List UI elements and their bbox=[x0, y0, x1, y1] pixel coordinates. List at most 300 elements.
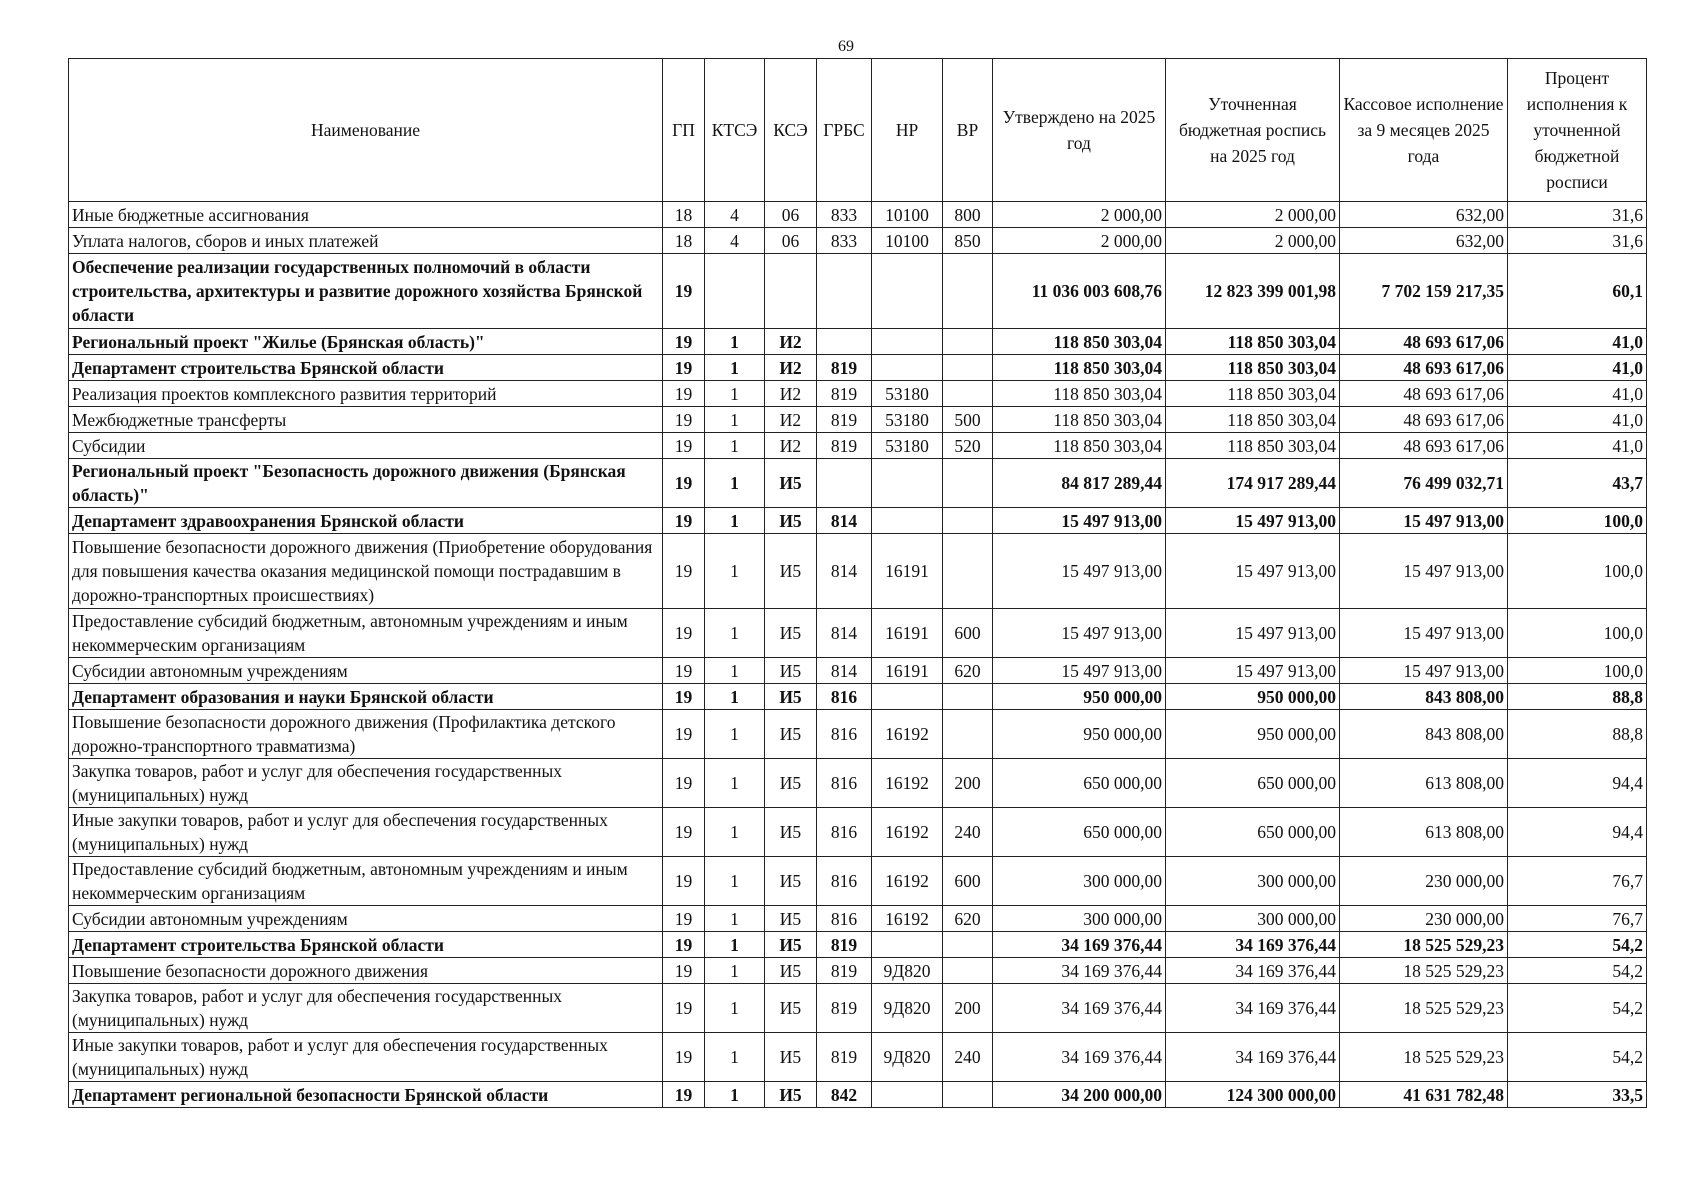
cell-name: Предоставление субсидий бюджетным, автономным учреждениям и иным некоммерческим организациям bbox=[69, 857, 663, 906]
cell-refined: 15 497 913,00 bbox=[1166, 658, 1340, 684]
cell-name: Субсидии автономным учреждениям bbox=[69, 658, 663, 684]
cell-vr bbox=[943, 355, 993, 381]
cell-percent: 43,7 bbox=[1508, 459, 1647, 508]
cell-approved: 950 000,00 bbox=[993, 710, 1166, 759]
cell-nr: 9Д820 bbox=[872, 958, 943, 984]
cell-ktse: 1 bbox=[705, 1033, 765, 1082]
table-row bbox=[69, 459, 1647, 508]
cell-cash: 632,00 bbox=[1340, 202, 1508, 228]
cell-name: Субсидии автономным учреждениям bbox=[69, 906, 663, 932]
cell-name: Повышение безопасности дорожного движения (Профилактика детского дорожно-транспортного травматизма) bbox=[69, 710, 663, 759]
cell-nr: 53180 bbox=[872, 407, 943, 433]
cell-percent: 94,4 bbox=[1508, 759, 1647, 808]
cell-grbs: 816 bbox=[817, 684, 872, 710]
table-row bbox=[69, 710, 1647, 759]
cell-approved: 15 497 913,00 bbox=[993, 658, 1166, 684]
cell-gp: 19 bbox=[663, 1033, 705, 1082]
cell-gp: 19 bbox=[663, 906, 705, 932]
cell-gp: 19 bbox=[663, 958, 705, 984]
cell-refined: 124 300 000,00 bbox=[1166, 1082, 1340, 1108]
cell-percent: 41,0 bbox=[1508, 329, 1647, 355]
cell-kse: И2 bbox=[765, 407, 817, 433]
cell-kse: И5 bbox=[765, 808, 817, 857]
cell-percent: 41,0 bbox=[1508, 381, 1647, 407]
cell-kse: И2 bbox=[765, 355, 817, 381]
cell-nr: 16192 bbox=[872, 759, 943, 808]
cell-grbs: 819 bbox=[817, 381, 872, 407]
cell-kse: И2 bbox=[765, 433, 817, 459]
cell-ktse: 1 bbox=[705, 710, 765, 759]
cell-approved: 118 850 303,04 bbox=[993, 355, 1166, 381]
cell-ktse: 1 bbox=[705, 759, 765, 808]
cell-cash: 15 497 913,00 bbox=[1340, 609, 1508, 658]
cell-cash: 48 693 617,06 bbox=[1340, 407, 1508, 433]
header-kse: КСЭ bbox=[765, 59, 817, 202]
cell-grbs: 833 bbox=[817, 202, 872, 228]
cell-approved: 650 000,00 bbox=[993, 759, 1166, 808]
cell-refined: 118 850 303,04 bbox=[1166, 355, 1340, 381]
cell-percent: 100,0 bbox=[1508, 609, 1647, 658]
cell-grbs bbox=[817, 254, 872, 329]
cell-nr bbox=[872, 508, 943, 534]
table-row bbox=[69, 534, 1647, 609]
cell-cash: 230 000,00 bbox=[1340, 906, 1508, 932]
cell-grbs: 819 bbox=[817, 433, 872, 459]
cell-nr: 16192 bbox=[872, 857, 943, 906]
cell-vr: 240 bbox=[943, 808, 993, 857]
cell-nr bbox=[872, 329, 943, 355]
cell-kse: И5 bbox=[765, 906, 817, 932]
cell-nr bbox=[872, 355, 943, 381]
cell-name: Иные бюджетные ассигнования bbox=[69, 202, 663, 228]
cell-approved: 34 169 376,44 bbox=[993, 958, 1166, 984]
cell-percent: 54,2 bbox=[1508, 984, 1647, 1033]
cell-approved: 2 000,00 bbox=[993, 228, 1166, 254]
cell-name: Повышение безопасности дорожного движения bbox=[69, 958, 663, 984]
cell-vr: 240 bbox=[943, 1033, 993, 1082]
cell-nr: 16191 bbox=[872, 534, 943, 609]
cell-percent: 94,4 bbox=[1508, 808, 1647, 857]
cell-grbs: 819 bbox=[817, 932, 872, 958]
cell-ktse: 1 bbox=[705, 857, 765, 906]
cell-kse: 06 bbox=[765, 228, 817, 254]
cell-cash: 15 497 913,00 bbox=[1340, 658, 1508, 684]
budget-table bbox=[68, 58, 1647, 1108]
cell-kse bbox=[765, 254, 817, 329]
cell-ktse: 1 bbox=[705, 1082, 765, 1108]
table-row bbox=[69, 984, 1647, 1033]
cell-gp: 19 bbox=[663, 808, 705, 857]
cell-ktse: 1 bbox=[705, 984, 765, 1033]
cell-vr: 620 bbox=[943, 906, 993, 932]
cell-gp: 19 bbox=[663, 932, 705, 958]
header-cash: Кассовое исполнение за 9 месяцев 2025 года bbox=[1340, 59, 1508, 202]
cell-gp: 19 bbox=[663, 710, 705, 759]
cell-kse: И2 bbox=[765, 381, 817, 407]
cell-gp: 18 bbox=[663, 202, 705, 228]
cell-approved: 84 817 289,44 bbox=[993, 459, 1166, 508]
table-row bbox=[69, 202, 1647, 228]
cell-ktse bbox=[705, 254, 765, 329]
cell-kse: И5 bbox=[765, 759, 817, 808]
cell-ktse: 1 bbox=[705, 932, 765, 958]
cell-approved: 118 850 303,04 bbox=[993, 407, 1166, 433]
cell-grbs bbox=[817, 329, 872, 355]
cell-nr: 9Д820 bbox=[872, 1033, 943, 1082]
cell-name: Департамент региональной безопасности Брянской области bbox=[69, 1082, 663, 1108]
page-number: 69 bbox=[838, 38, 854, 55]
cell-vr: 800 bbox=[943, 202, 993, 228]
cell-approved: 15 497 913,00 bbox=[993, 508, 1166, 534]
cell-grbs: 819 bbox=[817, 407, 872, 433]
cell-nr: 10100 bbox=[872, 202, 943, 228]
cell-vr bbox=[943, 932, 993, 958]
cell-ktse: 1 bbox=[705, 329, 765, 355]
cell-refined: 118 850 303,04 bbox=[1166, 407, 1340, 433]
header-row bbox=[69, 59, 1647, 202]
cell-kse: И5 bbox=[765, 684, 817, 710]
cell-refined: 34 169 376,44 bbox=[1166, 1033, 1340, 1082]
cell-gp: 19 bbox=[663, 407, 705, 433]
cell-refined: 15 497 913,00 bbox=[1166, 508, 1340, 534]
cell-refined: 118 850 303,04 bbox=[1166, 329, 1340, 355]
cell-ktse: 1 bbox=[705, 508, 765, 534]
cell-approved: 15 497 913,00 bbox=[993, 534, 1166, 609]
cell-cash: 613 808,00 bbox=[1340, 759, 1508, 808]
cell-approved: 11 036 003 608,76 bbox=[993, 254, 1166, 329]
cell-gp: 19 bbox=[663, 381, 705, 407]
cell-refined: 950 000,00 bbox=[1166, 710, 1340, 759]
cell-ktse: 1 bbox=[705, 381, 765, 407]
cell-percent: 54,2 bbox=[1508, 958, 1647, 984]
cell-vr bbox=[943, 254, 993, 329]
cell-percent: 100,0 bbox=[1508, 508, 1647, 534]
cell-name: Закупка товаров, работ и услуг для обеспечения государственных (муниципальных) нужд bbox=[69, 759, 663, 808]
cell-grbs: 819 bbox=[817, 1033, 872, 1082]
cell-percent: 88,8 bbox=[1508, 684, 1647, 710]
cell-ktse: 1 bbox=[705, 658, 765, 684]
cell-grbs: 819 bbox=[817, 958, 872, 984]
cell-percent: 31,6 bbox=[1508, 202, 1647, 228]
cell-refined: 15 497 913,00 bbox=[1166, 534, 1340, 609]
cell-vr bbox=[943, 1082, 993, 1108]
table-row bbox=[69, 1082, 1647, 1108]
cell-name: Департамент строительства Брянской области bbox=[69, 355, 663, 381]
cell-gp: 19 bbox=[663, 459, 705, 508]
cell-approved: 950 000,00 bbox=[993, 684, 1166, 710]
cell-kse: И5 bbox=[765, 932, 817, 958]
cell-refined: 174 917 289,44 bbox=[1166, 459, 1340, 508]
cell-cash: 843 808,00 bbox=[1340, 710, 1508, 759]
cell-approved: 34 169 376,44 bbox=[993, 984, 1166, 1033]
cell-ktse: 1 bbox=[705, 684, 765, 710]
header-refined: Уточненная бюджетная роспись на 2025 год bbox=[1166, 59, 1340, 202]
cell-percent: 100,0 bbox=[1508, 534, 1647, 609]
cell-refined: 12 823 399 001,98 bbox=[1166, 254, 1340, 329]
cell-approved: 118 850 303,04 bbox=[993, 433, 1166, 459]
table-row bbox=[69, 684, 1647, 710]
cell-kse: И5 bbox=[765, 658, 817, 684]
cell-nr bbox=[872, 1082, 943, 1108]
cell-cash: 18 525 529,23 bbox=[1340, 958, 1508, 984]
cell-kse: И5 bbox=[765, 958, 817, 984]
cell-cash: 632,00 bbox=[1340, 228, 1508, 254]
cell-approved: 118 850 303,04 bbox=[993, 381, 1166, 407]
cell-name: Иные закупки товаров, работ и услуг для обеспечения государственных (муниципальных) нужд bbox=[69, 808, 663, 857]
cell-cash: 18 525 529,23 bbox=[1340, 932, 1508, 958]
cell-gp: 19 bbox=[663, 857, 705, 906]
cell-refined: 118 850 303,04 bbox=[1166, 433, 1340, 459]
cell-ktse: 4 bbox=[705, 228, 765, 254]
cell-gp: 18 bbox=[663, 228, 705, 254]
cell-grbs: 819 bbox=[817, 984, 872, 1033]
cell-cash: 15 497 913,00 bbox=[1340, 534, 1508, 609]
cell-vr: 500 bbox=[943, 407, 993, 433]
cell-ktse: 1 bbox=[705, 433, 765, 459]
table-row bbox=[69, 381, 1647, 407]
cell-nr: 16192 bbox=[872, 710, 943, 759]
cell-gp: 19 bbox=[663, 355, 705, 381]
cell-cash: 76 499 032,71 bbox=[1340, 459, 1508, 508]
header-gp: ГП bbox=[663, 59, 705, 202]
cell-kse: И2 bbox=[765, 329, 817, 355]
table-row bbox=[69, 355, 1647, 381]
cell-ktse: 1 bbox=[705, 958, 765, 984]
cell-percent: 100,0 bbox=[1508, 658, 1647, 684]
cell-approved: 34 169 376,44 bbox=[993, 932, 1166, 958]
cell-vr bbox=[943, 684, 993, 710]
cell-kse: И5 bbox=[765, 1082, 817, 1108]
table-row bbox=[69, 433, 1647, 459]
cell-grbs: 814 bbox=[817, 508, 872, 534]
cell-vr bbox=[943, 459, 993, 508]
header-ktse: КТСЭ bbox=[705, 59, 765, 202]
table-row bbox=[69, 808, 1647, 857]
cell-refined: 2 000,00 bbox=[1166, 202, 1340, 228]
cell-refined: 34 169 376,44 bbox=[1166, 958, 1340, 984]
cell-grbs: 816 bbox=[817, 710, 872, 759]
cell-cash: 18 525 529,23 bbox=[1340, 984, 1508, 1033]
cell-gp: 19 bbox=[663, 984, 705, 1033]
cell-gp: 19 bbox=[663, 759, 705, 808]
table-row bbox=[69, 906, 1647, 932]
cell-refined: 34 169 376,44 bbox=[1166, 932, 1340, 958]
cell-ktse: 1 bbox=[705, 808, 765, 857]
table-row bbox=[69, 254, 1647, 329]
cell-nr bbox=[872, 684, 943, 710]
cell-kse: И5 bbox=[765, 609, 817, 658]
cell-kse: И5 bbox=[765, 534, 817, 609]
table-row bbox=[69, 228, 1647, 254]
header-percent: Процент исполнения к уточненной бюджетной росписи bbox=[1508, 59, 1647, 202]
cell-kse: И5 bbox=[765, 1033, 817, 1082]
cell-grbs: 833 bbox=[817, 228, 872, 254]
table-row bbox=[69, 407, 1647, 433]
table-row bbox=[69, 958, 1647, 984]
cell-name: Иные закупки товаров, работ и услуг для обеспечения государственных (муниципальных) нужд bbox=[69, 1033, 663, 1082]
cell-percent: 41,0 bbox=[1508, 433, 1647, 459]
cell-refined: 950 000,00 bbox=[1166, 684, 1340, 710]
table-row bbox=[69, 1033, 1647, 1082]
header-vr: ВР bbox=[943, 59, 993, 202]
cell-kse: И5 bbox=[765, 508, 817, 534]
table-row bbox=[69, 759, 1647, 808]
table-row bbox=[69, 508, 1647, 534]
cell-percent: 33,5 bbox=[1508, 1082, 1647, 1108]
cell-nr bbox=[872, 459, 943, 508]
cell-cash: 48 693 617,06 bbox=[1340, 329, 1508, 355]
cell-vr: 600 bbox=[943, 857, 993, 906]
cell-refined: 34 169 376,44 bbox=[1166, 984, 1340, 1033]
cell-percent: 31,6 bbox=[1508, 228, 1647, 254]
cell-gp: 19 bbox=[663, 684, 705, 710]
cell-refined: 300 000,00 bbox=[1166, 857, 1340, 906]
cell-percent: 54,2 bbox=[1508, 932, 1647, 958]
cell-refined: 15 497 913,00 bbox=[1166, 609, 1340, 658]
cell-name: Обеспечение реализации государственных полномочий в области строительства, архитектуры и развитие дорожного хозяйства Брянской области bbox=[69, 254, 663, 329]
cell-refined: 650 000,00 bbox=[1166, 808, 1340, 857]
cell-ktse: 4 bbox=[705, 202, 765, 228]
cell-nr bbox=[872, 932, 943, 958]
cell-cash: 48 693 617,06 bbox=[1340, 355, 1508, 381]
cell-cash: 48 693 617,06 bbox=[1340, 381, 1508, 407]
cell-name: Департамент образования и науки Брянской области bbox=[69, 684, 663, 710]
cell-cash: 41 631 782,48 bbox=[1340, 1082, 1508, 1108]
cell-name: Субсидии bbox=[69, 433, 663, 459]
cell-cash: 230 000,00 bbox=[1340, 857, 1508, 906]
cell-approved: 2 000,00 bbox=[993, 202, 1166, 228]
cell-vr: 850 bbox=[943, 228, 993, 254]
cell-kse: И5 bbox=[765, 459, 817, 508]
cell-vr bbox=[943, 508, 993, 534]
cell-ktse: 1 bbox=[705, 407, 765, 433]
cell-name: Региональный проект "Жилье (Брянская область)" bbox=[69, 329, 663, 355]
cell-cash: 613 808,00 bbox=[1340, 808, 1508, 857]
cell-percent: 41,0 bbox=[1508, 407, 1647, 433]
header-grbs: ГРБС bbox=[817, 59, 872, 202]
cell-gp: 19 bbox=[663, 534, 705, 609]
cell-grbs: 819 bbox=[817, 355, 872, 381]
cell-nr: 53180 bbox=[872, 433, 943, 459]
cell-grbs: 816 bbox=[817, 906, 872, 932]
cell-ktse: 1 bbox=[705, 534, 765, 609]
cell-gp: 19 bbox=[663, 433, 705, 459]
cell-approved: 34 169 376,44 bbox=[993, 1033, 1166, 1082]
cell-gp: 19 bbox=[663, 508, 705, 534]
cell-name: Региональный проект "Безопасность дорожного движения (Брянская область)" bbox=[69, 459, 663, 508]
cell-kse: И5 bbox=[765, 710, 817, 759]
cell-ktse: 1 bbox=[705, 609, 765, 658]
cell-vr bbox=[943, 710, 993, 759]
cell-ktse: 1 bbox=[705, 355, 765, 381]
cell-approved: 300 000,00 bbox=[993, 857, 1166, 906]
cell-ktse: 1 bbox=[705, 459, 765, 508]
cell-grbs: 816 bbox=[817, 759, 872, 808]
cell-approved: 650 000,00 bbox=[993, 808, 1166, 857]
cell-name: Департамент здравоохранения Брянской области bbox=[69, 508, 663, 534]
cell-grbs: 814 bbox=[817, 534, 872, 609]
cell-vr: 620 bbox=[943, 658, 993, 684]
cell-kse: 06 bbox=[765, 202, 817, 228]
cell-name: Межбюджетные трансферты bbox=[69, 407, 663, 433]
cell-percent: 54,2 bbox=[1508, 1033, 1647, 1082]
cell-vr bbox=[943, 958, 993, 984]
cell-approved: 15 497 913,00 bbox=[993, 609, 1166, 658]
cell-grbs: 842 bbox=[817, 1082, 872, 1108]
cell-nr: 16191 bbox=[872, 658, 943, 684]
cell-name: Предоставление субсидий бюджетным, автономным учреждениям и иным некоммерческим организациям bbox=[69, 609, 663, 658]
cell-nr: 16191 bbox=[872, 609, 943, 658]
cell-nr: 10100 bbox=[872, 228, 943, 254]
cell-grbs: 814 bbox=[817, 658, 872, 684]
cell-ktse: 1 bbox=[705, 906, 765, 932]
cell-grbs bbox=[817, 459, 872, 508]
cell-kse: И5 bbox=[765, 984, 817, 1033]
header-nr: НР bbox=[872, 59, 943, 202]
cell-kse: И5 bbox=[765, 857, 817, 906]
cell-refined: 2 000,00 bbox=[1166, 228, 1340, 254]
cell-vr bbox=[943, 329, 993, 355]
cell-grbs: 816 bbox=[817, 857, 872, 906]
cell-nr: 9Д820 bbox=[872, 984, 943, 1033]
cell-percent: 76,7 bbox=[1508, 857, 1647, 906]
table-row bbox=[69, 658, 1647, 684]
cell-vr: 600 bbox=[943, 609, 993, 658]
cell-refined: 118 850 303,04 bbox=[1166, 381, 1340, 407]
cell-percent: 76,7 bbox=[1508, 906, 1647, 932]
table-row bbox=[69, 609, 1647, 658]
cell-nr: 16192 bbox=[872, 808, 943, 857]
cell-name: Реализация проектов комплексного развития территорий bbox=[69, 381, 663, 407]
cell-grbs: 816 bbox=[817, 808, 872, 857]
cell-nr: 53180 bbox=[872, 381, 943, 407]
table-row bbox=[69, 932, 1647, 958]
cell-percent: 60,1 bbox=[1508, 254, 1647, 329]
cell-name: Повышение безопасности дорожного движения (Приобретение оборудования для повышения качества оказания медицинской помощи пострадавшим в дорожно-транспортных происшествиях) bbox=[69, 534, 663, 609]
cell-name: Закупка товаров, работ и услуг для обеспечения государственных (муниципальных) нужд bbox=[69, 984, 663, 1033]
cell-percent: 41,0 bbox=[1508, 355, 1647, 381]
cell-refined: 300 000,00 bbox=[1166, 906, 1340, 932]
cell-vr: 200 bbox=[943, 759, 993, 808]
cell-cash: 18 525 529,23 bbox=[1340, 1033, 1508, 1082]
cell-cash: 48 693 617,06 bbox=[1340, 433, 1508, 459]
table-row bbox=[69, 857, 1647, 906]
cell-approved: 34 200 000,00 bbox=[993, 1082, 1166, 1108]
cell-cash: 843 808,00 bbox=[1340, 684, 1508, 710]
cell-percent: 88,8 bbox=[1508, 710, 1647, 759]
cell-name: Департамент строительства Брянской области bbox=[69, 932, 663, 958]
cell-gp: 19 bbox=[663, 254, 705, 329]
cell-refined: 650 000,00 bbox=[1166, 759, 1340, 808]
cell-grbs: 814 bbox=[817, 609, 872, 658]
cell-vr bbox=[943, 381, 993, 407]
cell-vr bbox=[943, 534, 993, 609]
header-approved: Утверждено на 2025 год bbox=[993, 59, 1166, 202]
header-name: Наименование bbox=[69, 59, 663, 202]
cell-name: Уплата налогов, сборов и иных платежей bbox=[69, 228, 663, 254]
cell-gp: 19 bbox=[663, 658, 705, 684]
cell-approved: 300 000,00 bbox=[993, 906, 1166, 932]
cell-nr bbox=[872, 254, 943, 329]
cell-cash: 7 702 159 217,35 bbox=[1340, 254, 1508, 329]
cell-nr: 16192 bbox=[872, 906, 943, 932]
cell-vr: 520 bbox=[943, 433, 993, 459]
cell-gp: 19 bbox=[663, 1082, 705, 1108]
cell-gp: 19 bbox=[663, 329, 705, 355]
cell-gp: 19 bbox=[663, 609, 705, 658]
cell-cash: 15 497 913,00 bbox=[1340, 508, 1508, 534]
cell-approved: 118 850 303,04 bbox=[993, 329, 1166, 355]
